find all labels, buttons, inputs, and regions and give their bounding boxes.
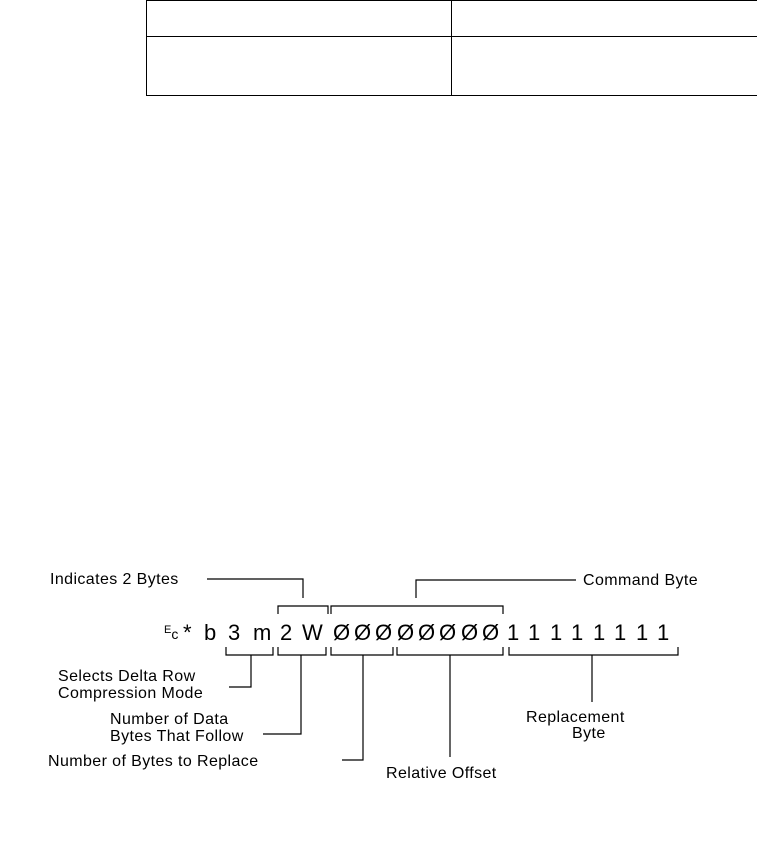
replacement-bit: 1 xyxy=(657,620,670,645)
command-char-b: b xyxy=(204,620,217,645)
command-bit: Ø xyxy=(418,620,436,645)
leader-number-replace xyxy=(342,655,363,760)
replacement-bit: 1 xyxy=(593,620,606,645)
bracket-replacement-byte xyxy=(509,647,678,655)
label-relative-offset: Relative Offset xyxy=(386,765,497,782)
command-char-W: W xyxy=(302,620,323,645)
command-bit: Ø xyxy=(439,620,457,645)
bracket-relative-offset xyxy=(397,647,503,655)
leader-indicates-2-bytes xyxy=(207,579,303,598)
leader-number-data xyxy=(263,655,301,734)
label-indicates-2-bytes: Indicates 2 Bytes xyxy=(50,571,179,588)
bracket-selects-mode xyxy=(226,647,273,655)
asterisk-char: * xyxy=(183,620,192,645)
command-char-2: 2 xyxy=(280,620,293,645)
command-byte-bits xyxy=(333,620,499,645)
replacement-bit: 1 xyxy=(507,620,520,645)
label-number-data-line2: Bytes That Follow xyxy=(110,728,244,745)
replacement-bit: 1 xyxy=(571,620,584,645)
label-replacement-line2: Byte xyxy=(572,725,606,742)
command-bit: Ø xyxy=(461,620,479,645)
label-selects-line2: Compression Mode xyxy=(58,685,204,702)
escape-character: $^E$c xyxy=(164,624,179,642)
leader-selects-mode xyxy=(229,655,251,687)
replacement-bit: 1 xyxy=(614,620,627,645)
command-bit: Ø xyxy=(397,620,415,645)
replacement-bit: 1 xyxy=(550,620,563,645)
command-bit: Ø xyxy=(375,620,393,645)
bracket-number-data xyxy=(278,647,326,655)
label-selects-line1: Selects Delta Row xyxy=(58,668,196,685)
replacement-byte-bits xyxy=(507,620,669,645)
replacement-bit: 1 xyxy=(528,620,541,645)
bracket-number-replace xyxy=(331,647,393,655)
bracket-command-byte xyxy=(331,606,503,614)
command-bit: Ø xyxy=(333,620,351,645)
replacement-bit: 1 xyxy=(636,620,649,645)
command-bit: Ø xyxy=(482,620,500,645)
bracket-indicates-2-bytes xyxy=(278,606,328,614)
label-number-replace: Number of Bytes to Replace xyxy=(48,753,259,770)
leader-command-byte xyxy=(416,580,576,598)
command-bit: Ø xyxy=(354,620,372,645)
label-replacement-line1: Replacement xyxy=(526,709,625,726)
command-char-m: m xyxy=(253,620,272,645)
label-number-data-line1: Number of Data xyxy=(110,711,229,728)
label-command-byte: Command Byte xyxy=(583,572,699,589)
command-char-3: 3 xyxy=(228,620,241,645)
